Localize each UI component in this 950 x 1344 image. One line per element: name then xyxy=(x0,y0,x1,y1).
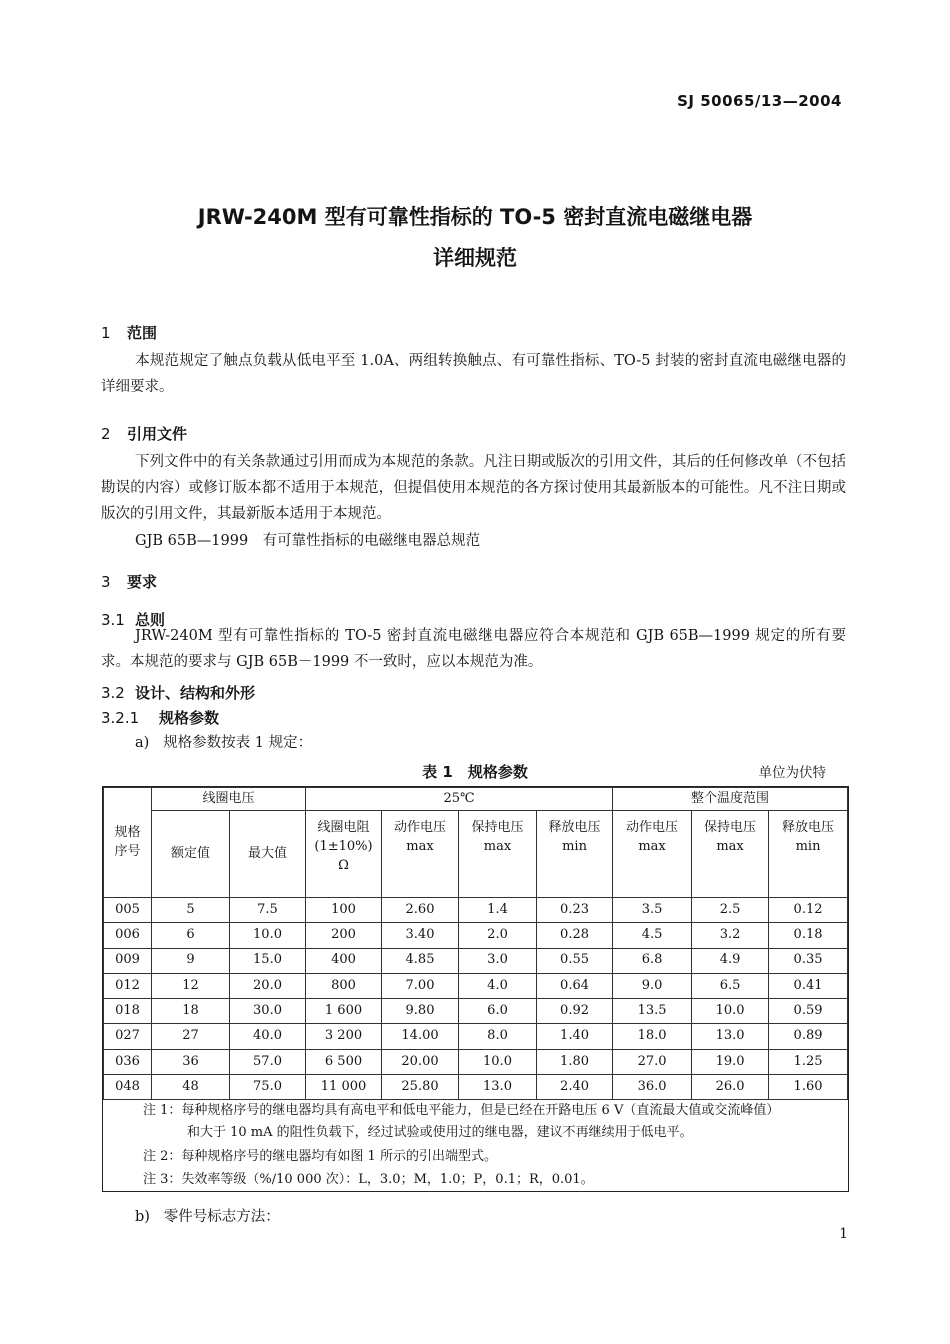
table-cell: 6.8 xyxy=(613,948,692,973)
table-cell: 0.89 xyxy=(769,1024,848,1049)
table-cell: 200 xyxy=(306,923,382,948)
table-cell: 1.60 xyxy=(769,1075,848,1100)
table-row xyxy=(104,999,848,1024)
section-number: 2 xyxy=(101,425,111,443)
table-cell: 9.0 xyxy=(613,973,692,998)
table-cell: 4.9 xyxy=(692,948,769,973)
table-cell: 27.0 xyxy=(613,1049,692,1074)
table-cell: 005 xyxy=(104,898,152,923)
section-title: 规格参数 xyxy=(159,709,220,727)
document-subtitle: 详细规范 xyxy=(433,246,517,270)
table-cell: 13.5 xyxy=(613,999,692,1024)
section-title: 要求 xyxy=(127,573,158,591)
table-cell: 9.80 xyxy=(382,999,459,1024)
table-cell: 3.40 xyxy=(382,923,459,948)
table-row xyxy=(104,923,848,948)
table-cell: 0.59 xyxy=(769,999,848,1024)
table-cell: 2.60 xyxy=(382,898,459,923)
table-cell: 2.0 xyxy=(459,923,537,948)
header-25c: 25℃ xyxy=(306,788,613,811)
table-note-1-continued: 和大于 10 mA 的阻性负载下，经过试验或使用过的继电器，建议不再继续用于低电平。 xyxy=(187,1125,693,1140)
table-cell: 26.0 xyxy=(692,1075,769,1100)
header-full-temp-range: 整个温度范围 xyxy=(613,788,848,811)
header-hold-voltage-full: 保持电压 max xyxy=(692,811,769,898)
table-cell: 2.5 xyxy=(692,898,769,923)
reference-document: GJB 65B—1999 有可靠性指标的电磁继电器总规范 xyxy=(135,533,481,549)
table-header-row xyxy=(104,788,848,811)
header-pickup-voltage-full: 动作电压 max xyxy=(613,811,692,898)
table-cell: 6.5 xyxy=(692,973,769,998)
table-cell: 4.85 xyxy=(382,948,459,973)
section-2-heading xyxy=(101,423,187,444)
table-cell: 3 200 xyxy=(306,1024,382,1049)
table-cell: 0.18 xyxy=(769,923,848,948)
table-cell: 0.64 xyxy=(537,973,613,998)
table-cell: 19.0 xyxy=(692,1049,769,1074)
header-hold-voltage: 保持电压 max xyxy=(459,811,537,898)
header-coil-voltage: 线圈电压 xyxy=(152,788,306,811)
header-spec-no: 规格 序号 xyxy=(104,788,152,898)
list-item-b xyxy=(135,1205,280,1226)
section-1-heading xyxy=(101,322,157,343)
table-caption: 表 1 规格参数 xyxy=(422,763,528,781)
table-cell: 6 xyxy=(152,923,230,948)
table-cell: 40.0 xyxy=(230,1024,306,1049)
table-row xyxy=(104,1049,848,1074)
table-cell: 0.23 xyxy=(537,898,613,923)
section-title: 范围 xyxy=(127,324,158,342)
table-cell: 20.0 xyxy=(230,973,306,998)
table-row xyxy=(104,973,848,998)
paragraph-text: 下列文件中的有关条款通过引用而成为本规范的条款。凡注日期或版次的引用文件，其后的任何修改单（不包括勘误的内容）或修订版本都不适用于本规范，但提倡使用本规范的各方探讨使用其最新版本的可能性。凡不注日期或版次的引用文件，其最新版本适用于本规范。 xyxy=(101,454,846,522)
table-unit: 单位为伏特 xyxy=(758,765,826,781)
table-cell: 75.0 xyxy=(230,1075,306,1100)
section-title: 设计、结构和外形 xyxy=(135,684,256,702)
table-row xyxy=(104,1075,848,1100)
section-title: 总则 xyxy=(135,611,166,629)
table-cell: 13.0 xyxy=(692,1024,769,1049)
page-number: 1 xyxy=(839,1226,848,1242)
table-cell: 009 xyxy=(104,948,152,973)
table-row xyxy=(104,948,848,973)
table-cell: 1 600 xyxy=(306,999,382,1024)
table-cell: 1.80 xyxy=(537,1049,613,1074)
header-coil-resistance: 线圈电阻 (1±10%) Ω xyxy=(306,811,382,898)
section-3-2-heading xyxy=(101,682,255,703)
table-cell: 1.40 xyxy=(537,1024,613,1049)
table-cell: 57.0 xyxy=(230,1049,306,1074)
table-cell: 048 xyxy=(104,1075,152,1100)
table-cell: 30.0 xyxy=(230,999,306,1024)
table-cell: 27 xyxy=(152,1024,230,1049)
table-cell: 18 xyxy=(152,999,230,1024)
spec-table-frame xyxy=(102,786,849,1192)
section-1-paragraph xyxy=(101,348,846,400)
header-max: 最大值 xyxy=(230,811,306,898)
table-row xyxy=(104,898,848,923)
table-cell: 3.0 xyxy=(459,948,537,973)
header-release-voltage: 释放电压 min xyxy=(537,811,613,898)
section-3-2-1-heading xyxy=(101,707,219,728)
section-2-paragraph xyxy=(101,449,846,527)
table-cell: 012 xyxy=(104,973,152,998)
section-3-heading xyxy=(101,571,157,592)
section-number: 1 xyxy=(101,324,111,342)
table-cell: 10.0 xyxy=(459,1049,537,1074)
table-cell: 7.00 xyxy=(382,973,459,998)
table-cell: 9 xyxy=(152,948,230,973)
section-number: 3 xyxy=(101,573,111,591)
table-row xyxy=(104,1024,848,1049)
table-cell: 10.0 xyxy=(692,999,769,1024)
table-cell: 100 xyxy=(306,898,382,923)
section-number: 3.2.1 xyxy=(101,709,140,727)
table-cell: 800 xyxy=(306,973,382,998)
table-cell: 14.00 xyxy=(382,1024,459,1049)
table-note-2: 注 2：每种规格序号的继电器均有如图 1 所示的引出端型式。 xyxy=(143,1149,497,1164)
table-header-row xyxy=(104,811,848,898)
section-number: 3.2 xyxy=(101,684,125,702)
table-cell: 0.55 xyxy=(537,948,613,973)
table-cell: 10.0 xyxy=(230,923,306,948)
table-note-1: 注 1：每种规格序号的继电器均具有高电平和低电平能力，但是已经在开路电压 6 V（直流最大值或交流峰值） xyxy=(143,1103,780,1118)
header-release-voltage-full: 释放电压 min xyxy=(769,811,848,898)
section-3-1-paragraph xyxy=(101,623,846,675)
table-cell: 036 xyxy=(104,1049,152,1074)
list-text: 规格参数按表 1 规定： xyxy=(163,735,313,751)
table-cell: 36 xyxy=(152,1049,230,1074)
table-cell: 0.28 xyxy=(537,923,613,948)
table-cell: 0.41 xyxy=(769,973,848,998)
table-cell: 25.80 xyxy=(382,1075,459,1100)
table-cell: 0.12 xyxy=(769,898,848,923)
list-label: b) xyxy=(135,1209,150,1225)
table-cell: 027 xyxy=(104,1024,152,1049)
paragraph-text: 本规范规定了触点负载从低电平至 1.0A、两组转换触点、有可靠性指标、TO-5 封装的密封直流电磁继电器的详细要求。 xyxy=(101,353,846,395)
table-cell: 4.0 xyxy=(459,973,537,998)
table-cell: 4.5 xyxy=(613,923,692,948)
table-cell: 1.4 xyxy=(459,898,537,923)
spec-table xyxy=(103,787,848,1100)
table-cell: 8.0 xyxy=(459,1024,537,1049)
table-cell: 13.0 xyxy=(459,1075,537,1100)
table-cell: 6.0 xyxy=(459,999,537,1024)
list-item-a xyxy=(135,731,312,752)
table-cell: 0.35 xyxy=(769,948,848,973)
table-cell: 0.92 xyxy=(537,999,613,1024)
table-note-3: 注 3：失效率等级（%/10 000 次）：L，3.0；M，1.0；P，0.1；R，0.01。 xyxy=(143,1172,594,1187)
standard-number: SJ 50065/13—2004 xyxy=(677,92,842,110)
table-cell: 12 xyxy=(152,973,230,998)
table-cell: 11 000 xyxy=(306,1075,382,1100)
table-cell: 2.40 xyxy=(537,1075,613,1100)
table-cell: 006 xyxy=(104,923,152,948)
table-cell: 15.0 xyxy=(230,948,306,973)
table-cell: 1.25 xyxy=(769,1049,848,1074)
table-cell: 20.00 xyxy=(382,1049,459,1074)
table-cell: 400 xyxy=(306,948,382,973)
header-pickup-voltage: 动作电压 max xyxy=(382,811,459,898)
table-cell: 48 xyxy=(152,1075,230,1100)
header-rated: 额定值 xyxy=(152,811,230,898)
list-text: 零件号标志方法： xyxy=(163,1209,280,1225)
table-cell: 5 xyxy=(152,898,230,923)
list-label: a) xyxy=(135,735,150,751)
table-cell: 3.5 xyxy=(613,898,692,923)
table-cell: 36.0 xyxy=(613,1075,692,1100)
section-title: 引用文件 xyxy=(127,425,188,443)
table-cell: 7.5 xyxy=(230,898,306,923)
table-cell: 3.2 xyxy=(692,923,769,948)
table-cell: 18.0 xyxy=(613,1024,692,1049)
table-body xyxy=(104,898,848,1100)
document-title: JRW-240M 型有可靠性指标的 TO-5 密封直流电磁继电器 xyxy=(197,205,753,229)
table-cell: 018 xyxy=(104,999,152,1024)
table-cell: 6 500 xyxy=(306,1049,382,1074)
section-number: 3.1 xyxy=(101,611,125,629)
paragraph-text: JRW-240M 型有可靠性指标的 TO-5 密封直流电磁继电器应符合本规范和 GJB 65B—1999 规定的所有要求。本规范的要求与 GJB 65B－1999 不一致时，应以本规范为准。 xyxy=(101,628,846,670)
